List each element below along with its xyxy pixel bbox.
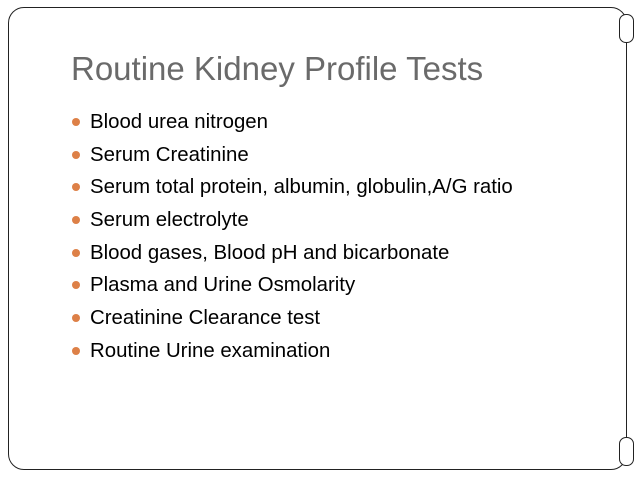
binder-tab-bottom: [619, 437, 634, 466]
list-item: [72, 269, 513, 302]
bullet-list: [72, 106, 513, 368]
bullet-dot-icon: [72, 314, 80, 322]
list-item: [72, 106, 513, 139]
binder-tab-top: [619, 14, 634, 43]
list-item: [72, 237, 513, 270]
bullet-dot-icon: [72, 118, 80, 126]
bullet-dot-icon: [72, 249, 80, 257]
list-item-text: Serum Creatinine: [90, 143, 249, 166]
list-item: [72, 335, 513, 368]
list-item-text: Blood urea nitrogen: [90, 111, 268, 133]
bullet-dot-icon: [72, 281, 80, 289]
bullet-dot-icon: [72, 347, 80, 355]
list-item: [72, 171, 513, 204]
list-item: [72, 204, 513, 237]
list-item-text: Serum total protein, albumin, globulin,A/G ratio: [90, 176, 513, 199]
bullet-dot-icon: [72, 183, 80, 191]
list-item: [72, 302, 513, 335]
bullet-dot-icon: [72, 216, 80, 224]
bullet-dot-icon: [72, 151, 80, 159]
list-item: [72, 139, 513, 172]
list-item-text: Routine Urine examination: [90, 339, 331, 362]
list-item-text: Serum electrolyte: [90, 209, 249, 232]
list-item-text: Plasma and Urine Osmolarity: [90, 274, 356, 297]
list-item-text: Blood gases, Blood pH and bicarbonate: [90, 241, 450, 264]
list-item-text: Creatinine Clearance test: [90, 307, 321, 330]
slide-title: Routine Kidney Profile Tests: [71, 50, 484, 87]
